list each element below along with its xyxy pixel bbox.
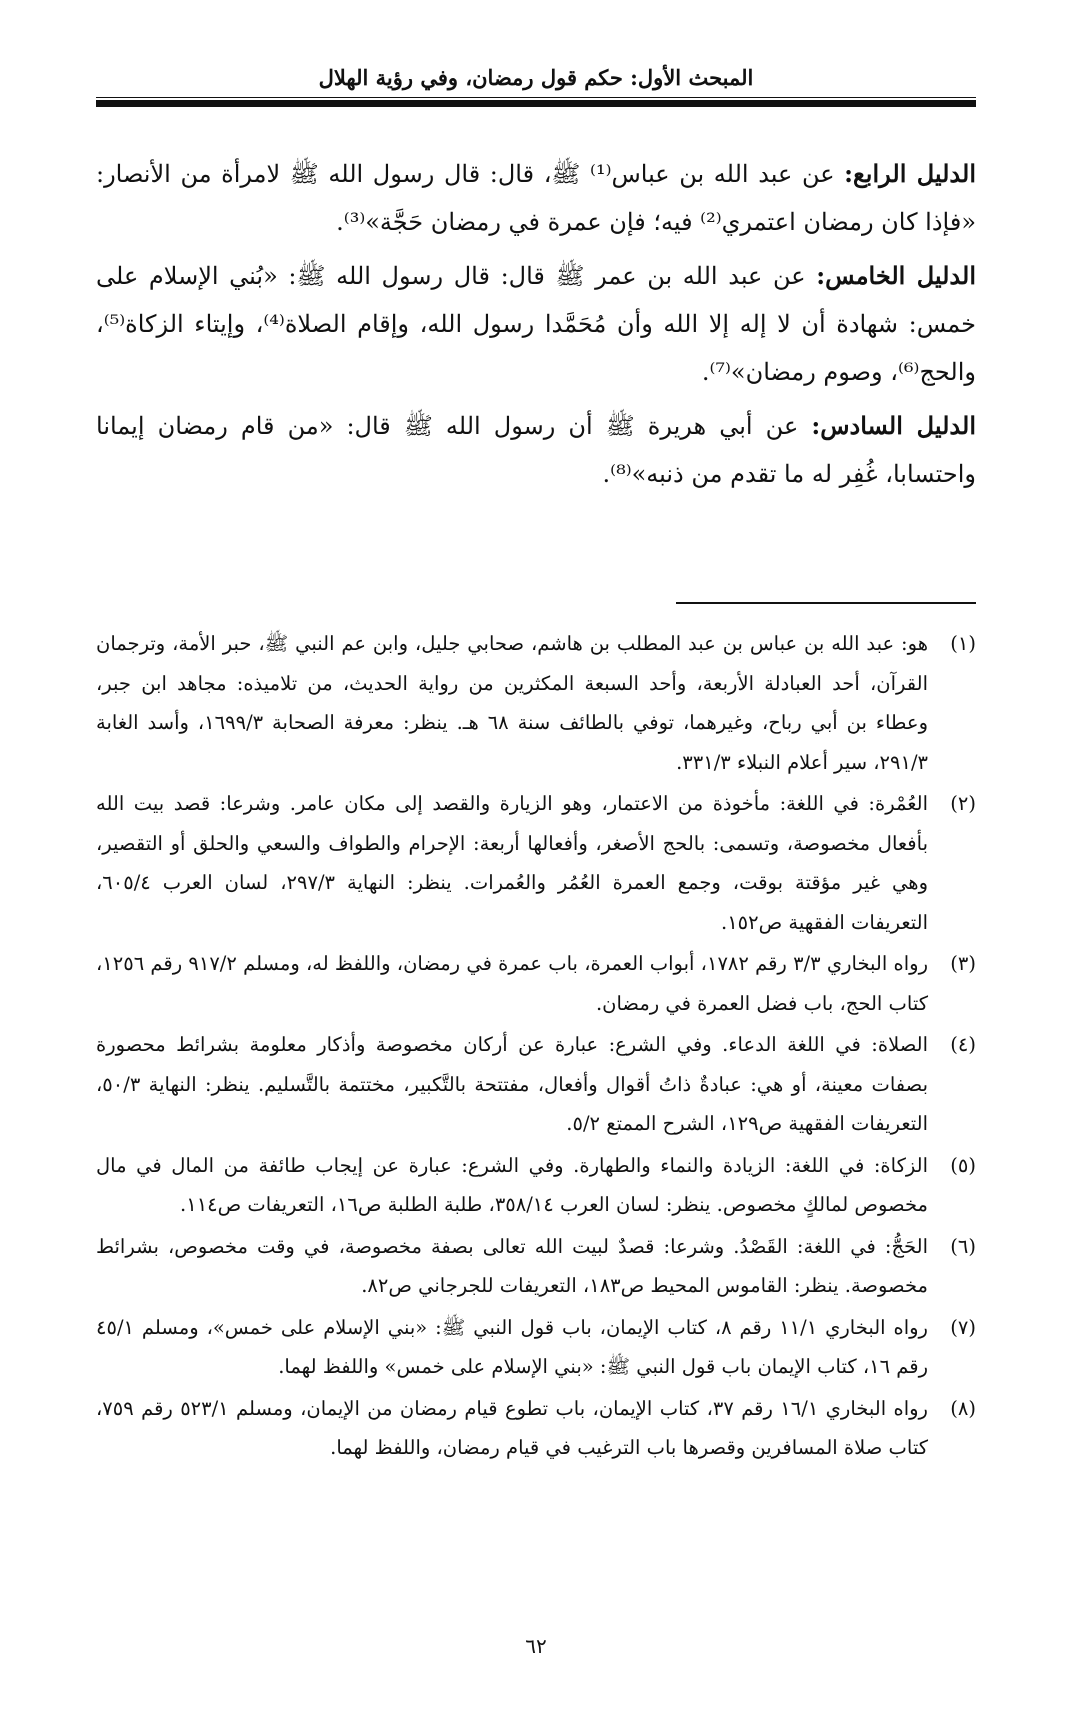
footnote-text: الحَجُّ: في اللغة: القَصْدُ. وشرعا: قصدٌ لبيت الله تعالى بصفة مخصوصة، في وقت مخصوص، بشرائط مخصوصة. ينظر: القاموس المحيط ص١٨٣، التعريفات للجرجاني ص٨٢. xyxy=(96,1234,928,1297)
footnote-text: العُمْرة: في اللغة: مأخوذة من الاعتمار، وهو الزيارة والقصد إلى مكان عامر. وشرعا: قصد بيت الله بأفعال مخصوصة، وتسمى: بالحج الأصغر، وأفعالها أربعة: الإحرام والطواف والسعي والحلق أو التقصير، وهي غير مؤقتة بوقت، وجمع العمرة العُمُر والعُمرات. ينظر: النهاية ٢٩٧/٣، لسان العرب ٦٠٥/٤، التعريفات الفقهية ص١٥٢. xyxy=(96,792,928,934)
evidence-label: الدليل الرابع: xyxy=(844,159,977,188)
footnote-text: هو: عبد الله بن عباس بن عبد المطلب بن هاشم، صحابي جليل، وابن عم النبي ﷺ، حبر الأمة، وترجمان القرآن، أحد العبادلة الأربعة، وأحد السبعة المكثرين من رواية الحديث، من تلاميذه: مجاهد ابن جبر، وعطاء بن أبي رباح، وغيرهما، توفي بالطائف سنة ٦٨ هـ. ينظر: معرفة الصحابة ١٦٩٩/٣، وأسد الغابة ٢٩١/٣، سير أعلام النبلاء ٣٣١/٣. xyxy=(96,632,928,774)
footnote-item xyxy=(96,784,976,942)
running-header: المبحث الأول: حكم قول رمضان، وفي رؤية الهلال xyxy=(318,65,754,90)
footnote-number: (٤) xyxy=(950,1033,976,1056)
footnote-text: رواه البخاري ٣/٣ رقم ١٧٨٢، أبواب العمرة، باب عمرة في رمضان، واللفظ له، ومسلم ٩١٧/٢ رقم ١٢٥٦، كتاب الحج، باب فضل العمرة في رمضان. xyxy=(96,952,928,1015)
footnote-number: (٥) xyxy=(950,1153,976,1177)
evidence-text: عن أبي هريرة ﷺ أن رسول الله ﷺ قال: «من قام رمضان إيمانا واحتسابا، غُفِر له ما تقدم من ذنبه»⁽⁸⁾. xyxy=(96,412,976,488)
evidence-label: الدليل الخامس: xyxy=(816,261,976,290)
footnote-number: (٧) xyxy=(950,1315,976,1339)
main-text xyxy=(96,150,976,504)
footnote-text: الزكاة: في اللغة: الزيادة والنماء والطهارة. وفي الشرع: عبارة عن إيجاب طائفة من المال في مال مخصوص لمالكٍ مخصوص. ينظر: لسان العرب ٣٥٨/١٤، طلبة الطلبة ص١٦، التعريفات ص١١٤. xyxy=(96,1153,928,1216)
footnote-item xyxy=(96,1146,976,1225)
footnote-text: الصلاة: في اللغة الدعاء. وفي الشرع: عبارة عن أركان مخصوصة وأذكار معلومة بشرائط محصورة بصفات معينة، أو هي: عبادةٌ ذاتُ أقوال وأفعال، مفتتحة بالتَّكبير، مختتمة بالتَّسليم. ينظر: النهاية ٥٠/٣، التعريفات الفقهية ص١٢٩، الشرح الممتع ٥/٢. xyxy=(96,1033,928,1135)
footnote-item xyxy=(96,944,976,1023)
evidence-text: عن عبد الله بن عباس⁽¹⁾ ﷺ، قال: قال رسول الله ﷺ لامرأة من الأنصار: «فإذا كان رمضان اعتمري⁽²⁾ فيه؛ فإن عمرة في رمضان حَجَّة»⁽³⁾. xyxy=(96,160,976,236)
footnote-number: (٣) xyxy=(950,952,976,975)
footnote-number: (٦) xyxy=(950,1234,976,1258)
footnote-item xyxy=(96,624,976,782)
footnote-number: (١) xyxy=(950,632,976,655)
footnote-item xyxy=(96,1227,976,1306)
footnote-number: (٢) xyxy=(950,792,976,815)
footnote-separator xyxy=(96,602,976,604)
page-number: ٦٢ xyxy=(525,1634,547,1658)
evidence-paragraph-6 xyxy=(96,402,976,498)
evidence-paragraph-4 xyxy=(96,150,976,246)
evidence-paragraph-5 xyxy=(96,252,976,396)
footnote-item xyxy=(96,1025,976,1144)
footnote-item xyxy=(96,1308,976,1387)
evidence-text: عن عبد الله بن عمر ﷺ قال: قال رسول الله ﷺ: «بُني الإسلام على خمس: شهادة أن لا إله إلا الله وأن مُحَمَّدا رسول الله، وإقام الصلاة⁽⁴⁾، وإيتاء الزكاة⁽⁵⁾، والحج⁽⁶⁾، وصوم رمضان»⁽⁷⁾. xyxy=(96,262,977,386)
footnote-text: رواه البخاري ١٦/١ رقم ٣٧، كتاب الإيمان، باب تطوع قيام رمضان من الإيمان، ومسلم ٥٢٣/١ رقم ٧٥٩، كتاب صلاة المسافرين وقصرها باب الترغيب في قيام رمضان، واللفظ لهما. xyxy=(96,1396,928,1459)
header-rule xyxy=(96,100,976,107)
footnote-number: (٨) xyxy=(950,1396,976,1420)
header-thin-rule xyxy=(96,97,976,98)
footnote-item xyxy=(96,1389,976,1468)
evidence-label: الدليل السادس: xyxy=(811,411,976,440)
footnotes xyxy=(96,624,976,1470)
footnote-text: رواه البخاري ١١/١ رقم ٨، كتاب الإيمان، باب قول النبي ﷺ: «بني الإسلام على خمس»، ومسلم ٤٥/١ رقم ١٦، كتاب الإيمان باب قول النبي ﷺ: «بني الإسلام على خمس» واللفظ لهما. xyxy=(96,1315,928,1378)
